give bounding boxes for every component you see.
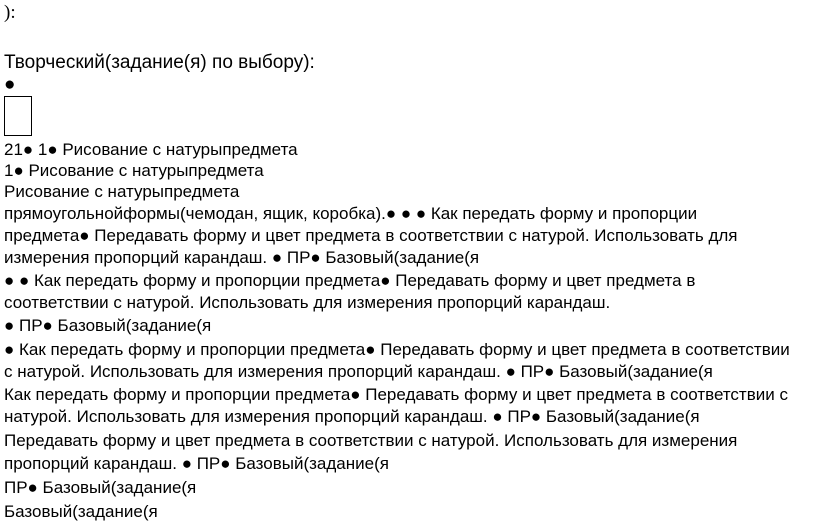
text-line-14: с натурой. Использовать для измерения пропорций карандаш. ● ПР● Базовый(задание(я <box>4 362 713 381</box>
text-line-15: Как передать форму и пропорции предмета● Передавать форму и цвет предмета в соответствии с <box>4 385 788 404</box>
text-line-20: Базовый(задание(я <box>4 502 158 521</box>
text-line-11: соответствии с натурой. Использовать для измерения пропорций карандаш. <box>4 293 611 312</box>
text-line-8: предмета● Передавать форму и цвет предмета в соответствии с натурой. Использовать для <box>4 226 738 245</box>
text-line-18: пропорций карандаш. ● ПР● Базовый(задание(я <box>4 454 389 473</box>
text-line-5: 1● Рисование с натурыпредмета <box>4 161 264 180</box>
text-line-10: ● ● Как передать форму и пропорции предмета● Передавать форму и цвет предмета в <box>4 271 696 290</box>
text-line-16: натурой. Использовать для измерения пропорций карандаш. ● ПР● Базовый(задание(я <box>4 407 700 426</box>
text-line-19: ПР● Базовый(задание(я <box>4 478 197 497</box>
text-line-17: Передавать форму и цвет предмета в соответствии с натурой. Использовать для измерения <box>4 431 738 450</box>
text-line-4: 21● 1● Рисование с натурыпредмета <box>4 140 298 159</box>
text-line-9: измерения пропорций карандаш. ● ПР● Базовый(задание(я <box>4 248 480 267</box>
text-line-13: ● Как передать форму и пропорции предмета● Передавать форму и цвет предмета в соответствии <box>4 340 790 359</box>
text-line-6: Рисование с натурыпредмета <box>4 182 240 201</box>
text-line-12: ● ПР● Базовый(задание(я <box>4 316 212 335</box>
empty-box <box>4 96 32 136</box>
bullet-line: ● <box>4 74 16 95</box>
text-line-7: прямоугольнойформы(чемодан, ящик, коробка).● ● ● Как передать форму и пропорции <box>4 204 698 223</box>
text-line-1: ): <box>4 2 16 23</box>
heading-creative-task: Творческий(задание(я) по выбору): <box>4 52 315 73</box>
